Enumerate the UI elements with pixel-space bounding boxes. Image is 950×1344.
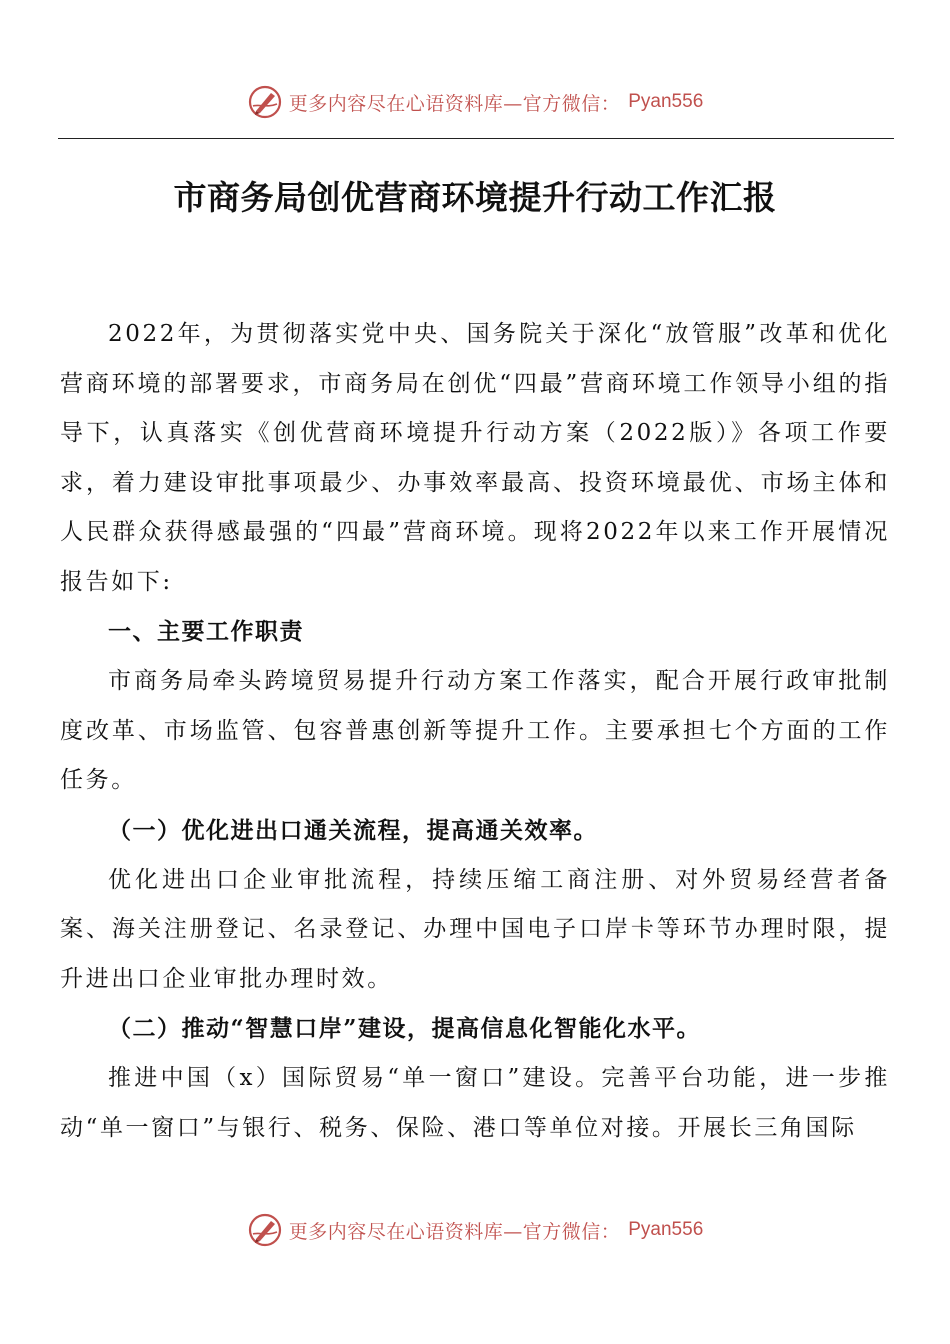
header-divider <box>58 138 894 139</box>
subsection-paragraph: 优化进出口企业审批流程，持续压缩工商注册、对外贸易经营者备案、海关注册登记、名录登记、办理中国电子口岸卡等环节办理时限，提升进出口企业审批办理时效。 <box>60 866 890 992</box>
document-body <box>60 310 890 1153</box>
watermark-text: 更多内容尽在心语资料库—官方微信： <box>288 92 621 115</box>
document-title: 市商务局创优营商环境提升行动工作汇报 <box>173 178 777 217</box>
pen-logo-icon <box>247 84 283 120</box>
pen-logo-icon <box>247 1212 283 1248</box>
subsection-heading: （二）推动“智慧口岸”建设，提高信息化智能化水平。 <box>108 1015 701 1043</box>
intro-paragraph: 2022年，为贯彻落实党中央、国务院关于深化“放管服”改革和优化营商环境的部署要求，市商务局在创优“四最”营商环境工作领导小组的指导下，认真落实《创优营商环境提升行动方案（2022版）》各项工作要求，着力建设审批事项最少、办事效率最高、投资环境最优、市场主体和人民群众获得感最强的“四最”营商环境。现将2022年以来工作开展情况报告如下: <box>60 321 890 595</box>
section-heading: 一、主要工作职责 <box>108 618 304 645</box>
subsection-heading: （一）优化进出口通关流程，提高通关效率。 <box>108 816 598 844</box>
section-paragraph: 市商务局牵头跨境贸易提升行动方案工作落实，配合开展行政审批制度改革、市场监管、包容普惠创新等提升工作。主要承担七个方面的工作任务。 <box>60 668 890 794</box>
watermark-wechat-id: Pyan556 <box>628 91 704 112</box>
watermark-text: 更多内容尽在心语资料库—官方微信： <box>288 1220 621 1243</box>
header-watermark <box>0 82 950 122</box>
subsection-paragraph: 推进中国（x）国际贸易“单一窗口”建设。完善平台功能，进一步推动“单一窗口”与银行、税务、保险、港口等单位对接。开展长三角国际 <box>60 1064 890 1141</box>
footer-watermark <box>0 1210 950 1250</box>
watermark-wechat-id: Pyan556 <box>628 1219 704 1240</box>
